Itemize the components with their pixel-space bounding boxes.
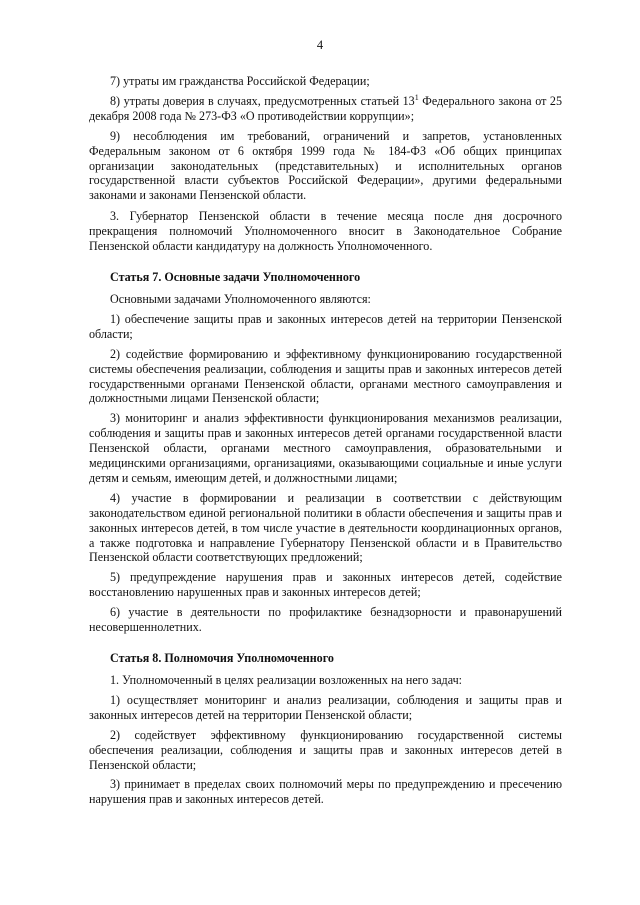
paragraph-item-9: 9) несоблюдения им требований, ограничений и запретов, установленных Федеральным законом от 6 октября 1999 года № 184-ФЗ «Об общих принципах организации законодательных (представительных) и исполнительных органов государственной власти субъектов Российской Федерации», другими федеральными законами и законами Пензенской области.: [89, 128, 562, 203]
article-7-item-3: 3) мониторинг и анализ эффективности функционирования механизмов реализации, соблюдения и защиты прав и законных интересов детей органами государственной власти Пензенской области, органами местного самоуправления, образовательными и медицинскими организациями, организациями, оказывающими социальные и иные услуги детям и семьям, имеющим детей, и должностными лицами;: [89, 411, 562, 485]
item-8-superscript: 1: [414, 92, 419, 102]
article-7-item-2: 2) содействие формированию и эффективному функционированию государственной системы обеспечения реализации, соблюдения и защиты прав и законных интересов детей государственными органами Пензенской области, органами местного самоуправления и должностными лицами Пензенской области;: [89, 346, 562, 406]
article-8-item-2: 2) содействует эффективному функционированию государственной системы обеспечения реализации, соблюдения и защиты прав и законных интересов детей в Пензенской области;: [89, 727, 562, 772]
article-7-heading: Статья 7. Основные задачи Уполномоченного: [110, 269, 361, 284]
document-body: [89, 74, 562, 812]
item-8-text-continued: Федерального закона от 25 декабря 2008 года № 273-ФЗ «О противодействии коррупции»;: [89, 93, 563, 123]
article-8-item-1: 1) осуществляет мониторинг и анализ реализации, соблюдения и защиты прав и законных интересов детей на территории Пензенской области;: [89, 692, 562, 722]
article-7-intro: Основными задачами Уполномоченного являются:: [110, 291, 371, 306]
article-8-heading: Статья 8. Полномочия Уполномоченного: [110, 651, 334, 665]
article-7-item-6: 6) участие в деятельности по профилактике безнадзорности и правонарушений несовершеннолетних.: [89, 605, 562, 635]
article-7-item-1: 1) обеспечение защиты прав и законных интересов детей на территории Пензенской области;: [89, 311, 562, 341]
article-7-item-4: 4) участие в формировании и реализации в соответствии с действующим законодательством единой региональной политики в области обеспечения и защиты прав и законных интересов детей, в том числе участие в деятельности координационных органов, а также подготовка и направление Губернатору Пензенской области и в Правительство Пензенской области соответствующих предложений;: [89, 490, 562, 565]
article-7-item-5: 5) предупреждение нарушения прав и законных интересов детей, содействие восстановлению нарушенных прав и законных интересов детей;: [89, 570, 562, 600]
paragraph-item-7: 7) утраты им гражданства Российской Федерации;: [110, 74, 370, 88]
item-8-text: 8) утраты доверия в случаях, предусмотренных статьей 13: [110, 93, 415, 108]
paragraph-3: 3. Губернатор Пензенской области в течение месяца после дня досрочного прекращения полномочий Уполномоченного вносит в Законодательное Собрание Пензенской области кандидатуру на должность Уполномоченного.: [89, 209, 562, 254]
article-8-item-3: 3) принимает в пределах своих полномочий меры по предупреждению и пресечению нарушения прав и законных интересов детей.: [89, 777, 562, 807]
paragraph-item-8: [89, 94, 562, 124]
page-number: 4: [316, 38, 324, 52]
article-8-intro: 1. Уполномоченный в целях реализации возложенных на него задач:: [110, 673, 463, 687]
